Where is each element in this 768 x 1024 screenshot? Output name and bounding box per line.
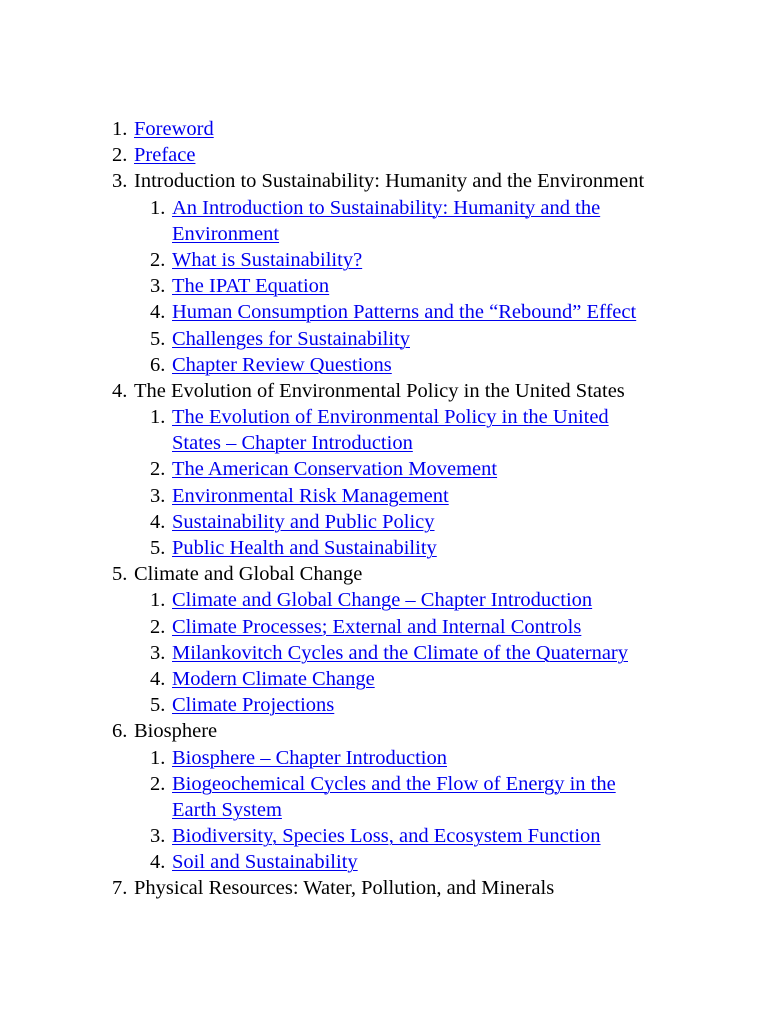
toc-link[interactable]: Milankovitch Cycles and the Climate of the Quaternary	[172, 641, 628, 664]
toc-subitem-continued	[0, 221, 768, 247]
toc-subitem	[0, 456, 768, 482]
toc-number: 1.	[150, 196, 166, 219]
toc-link[interactable]: Climate and Global Change – Chapter Introduction	[172, 589, 593, 612]
toc-subitem	[0, 483, 768, 509]
toc-link[interactable]: The IPAT Equation	[172, 275, 330, 298]
toc-number: 4.	[150, 510, 166, 533]
toc-chapter-7	[0, 875, 768, 901]
toc-subitem-continued	[0, 430, 768, 456]
toc-chapter-4	[0, 378, 768, 404]
toc-number: 3.	[112, 170, 128, 193]
toc-subitem	[0, 404, 768, 430]
toc-chapter-3	[0, 168, 768, 194]
chapter-title: Biosphere	[134, 720, 218, 743]
toc-number: 5.	[150, 537, 166, 559]
toc-link[interactable]: Environment	[172, 222, 280, 245]
toc-number: 2.	[150, 248, 166, 271]
toc-item-foreword	[0, 116, 768, 142]
toc-number: 2.	[150, 772, 166, 795]
toc-number: 1.	[150, 406, 166, 429]
chapter-title: Physical Resources: Water, Pollution, and Minerals	[134, 877, 555, 900]
toc-number: 3.	[150, 484, 166, 507]
toc-link[interactable]: Challenges for Sustainability	[172, 327, 410, 350]
toc-chapter-5	[0, 561, 768, 587]
toc-subitem	[0, 535, 768, 561]
toc-link[interactable]: Human Consumption Patterns and the “Rebound” Effect	[172, 301, 637, 324]
toc-subitem	[0, 587, 768, 613]
toc-number: 5.	[150, 694, 166, 717]
toc-subitem	[0, 326, 768, 352]
toc-number: 5.	[112, 563, 128, 586]
toc-number: 2.	[112, 144, 128, 167]
toc-link[interactable]: Climate Projections	[172, 694, 335, 717]
toc-chapter-6	[0, 718, 768, 744]
toc-subitem-continued	[0, 797, 768, 823]
chapter-title: The Evolution of Environmental Policy in the United States	[134, 379, 625, 402]
toc-subitem	[0, 195, 768, 221]
toc-subitem	[0, 273, 768, 299]
toc-number: 3.	[150, 641, 166, 664]
table-of-contents	[0, 116, 768, 902]
toc-link-preface[interactable]: Preface	[134, 144, 196, 167]
toc-subitem	[0, 247, 768, 273]
toc-link[interactable]: Biodiversity, Species Loss, and Ecosystem Function	[172, 825, 601, 848]
toc-link[interactable]: Environmental Risk Management	[172, 484, 449, 507]
toc-number: 2.	[150, 615, 166, 638]
toc-subitem	[0, 771, 768, 797]
toc-subitem	[0, 299, 768, 325]
toc-item-preface	[0, 142, 768, 168]
toc-subitem	[0, 849, 768, 875]
toc-link[interactable]: What is Sustainability?	[172, 248, 363, 271]
toc-link[interactable]: Public Health and Sustainability	[172, 537, 437, 559]
toc-number: 1.	[150, 746, 166, 769]
toc-link[interactable]: Sustainability and Public Policy	[172, 510, 435, 533]
toc-number: 1.	[112, 118, 128, 140]
toc-number: 4.	[150, 301, 166, 324]
toc-subitem	[0, 640, 768, 666]
toc-number: 4.	[150, 851, 166, 874]
toc-number: 2.	[150, 458, 166, 481]
toc-link[interactable]: The Evolution of Environmental Policy in the United	[172, 406, 609, 429]
toc-link[interactable]: Earth System	[172, 798, 282, 821]
toc-link[interactable]: Chapter Review Questions	[172, 353, 392, 376]
toc-number: 3.	[150, 275, 166, 298]
toc-number: 6.	[112, 720, 128, 743]
toc-subitem	[0, 666, 768, 692]
toc-subitem	[0, 745, 768, 771]
toc-subitem	[0, 352, 768, 378]
toc-link[interactable]: The American Conservation Movement	[172, 458, 498, 481]
chapter-title: Climate and Global Change	[134, 563, 363, 586]
toc-link[interactable]: Biosphere – Chapter Introduction	[172, 746, 447, 769]
toc-link[interactable]: Biogeochemical Cycles and the Flow of Energy in the	[172, 772, 616, 795]
toc-link[interactable]: Modern Climate Change	[172, 667, 375, 690]
toc-subitem	[0, 509, 768, 535]
chapter-title: Introduction to Sustainability: Humanity and the Environment	[134, 170, 645, 193]
toc-number: 4.	[150, 667, 166, 690]
toc-subitem	[0, 823, 768, 849]
toc-subitem	[0, 614, 768, 640]
toc-number: 3.	[150, 825, 166, 848]
toc-number: 4.	[112, 379, 128, 402]
toc-link[interactable]: Soil and Sustainability	[172, 851, 358, 874]
toc-number: 5.	[150, 327, 166, 350]
toc-number: 7.	[112, 877, 128, 900]
toc-link[interactable]: States – Chapter Introduction	[172, 432, 413, 455]
toc-link-foreword[interactable]: Foreword	[134, 118, 214, 140]
toc-number: 6.	[150, 353, 166, 376]
toc-link[interactable]: An Introduction to Sustainability: Humanity and the	[172, 196, 601, 219]
toc-link[interactable]: Climate Processes; External and Internal Controls	[172, 615, 582, 638]
toc-subitem	[0, 692, 768, 718]
toc-number: 1.	[150, 589, 166, 612]
